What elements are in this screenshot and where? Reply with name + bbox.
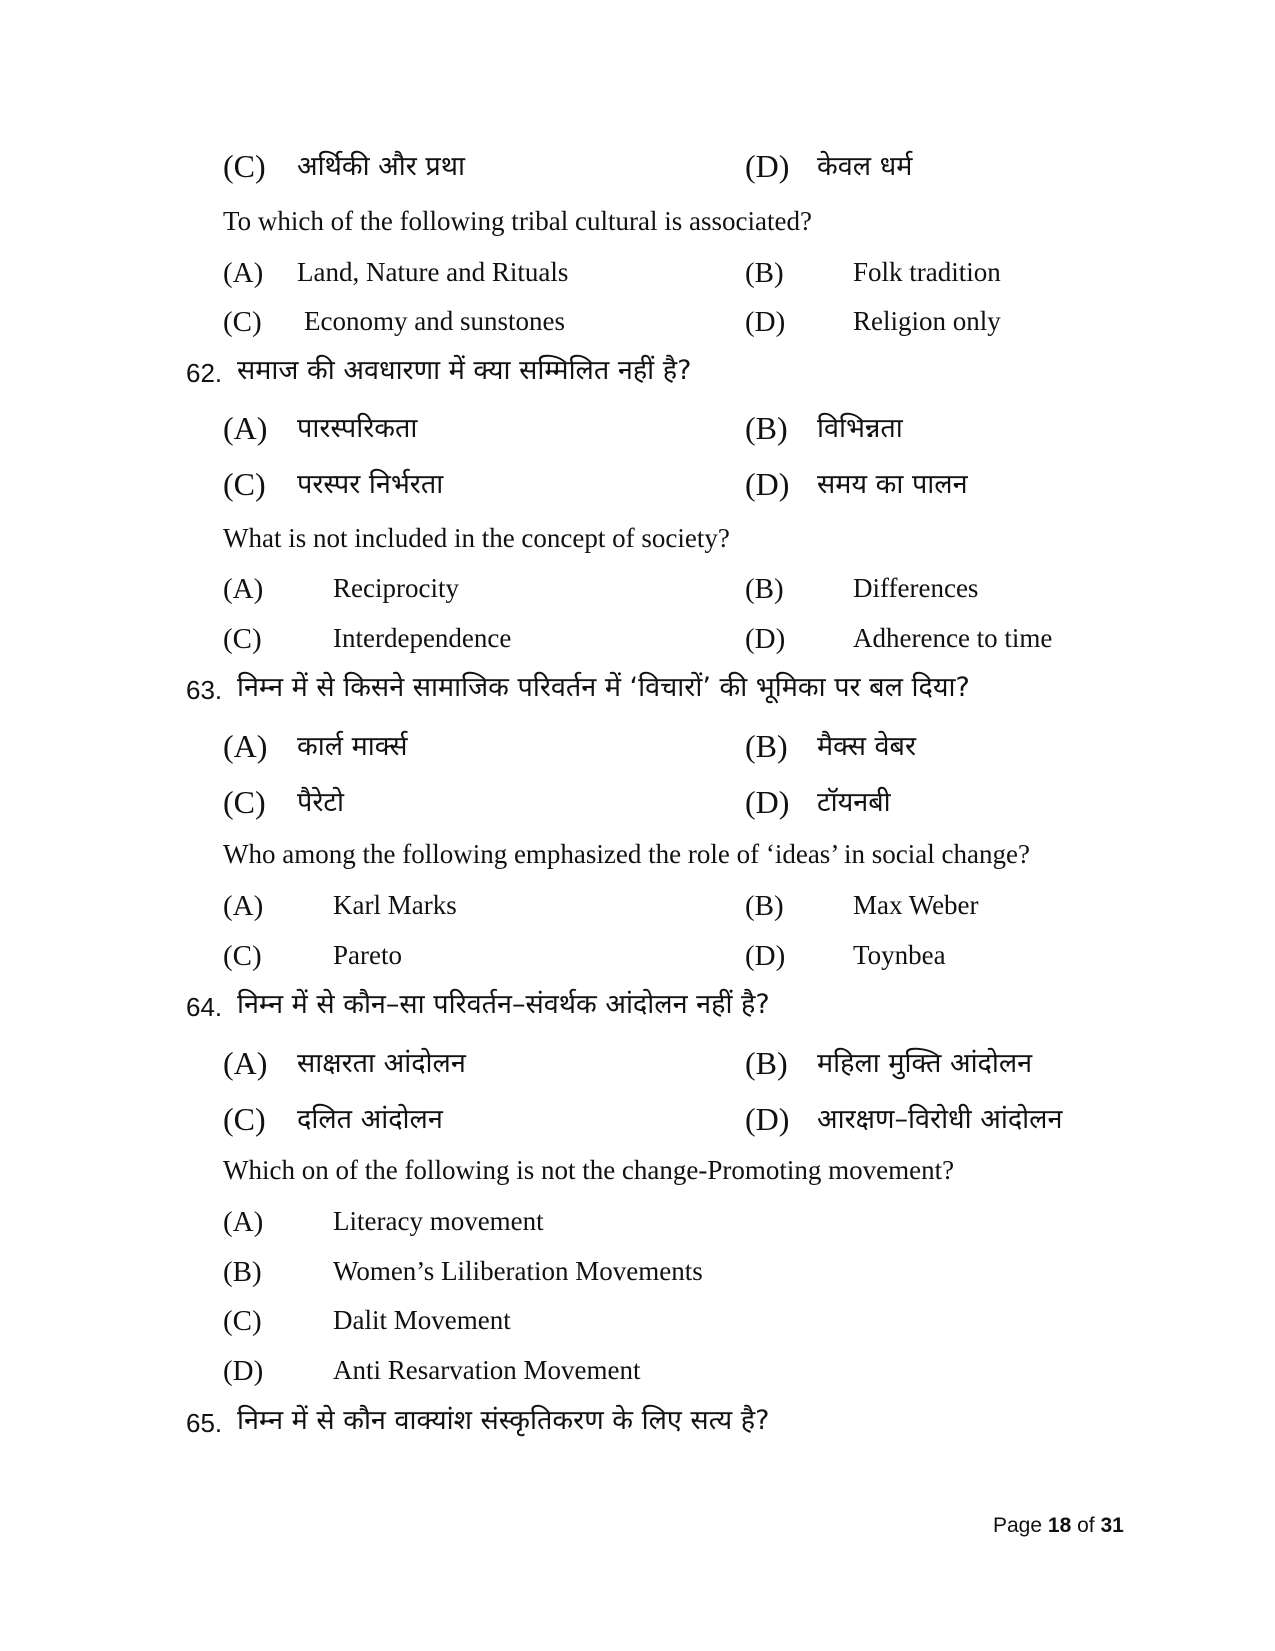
option-text: समय का पालन (817, 469, 968, 500)
question-number: 64. (186, 992, 223, 1022)
page-prefix: Page (993, 1514, 1048, 1537)
question-text-english: What is not included in the concept of society? (223, 523, 730, 553)
option-text: आरक्षण–विरोधी आंदोलन (817, 1104, 1063, 1135)
question-text-english: Which on of the following is not the change-Promoting movement? (223, 1155, 955, 1185)
option-label: (D) (745, 784, 790, 820)
option-text: महिला मुक्ति आंदोलन (817, 1048, 1033, 1079)
option-label: (B) (745, 728, 788, 764)
option-text: कार्ल मार्क्स (297, 731, 408, 762)
question-number: 63. (186, 675, 223, 705)
page-separator: of (1071, 1514, 1101, 1537)
option-text: केवल धर्म (817, 151, 913, 182)
option-label: (D) (745, 148, 790, 184)
option-label: (A) (223, 1045, 268, 1081)
option-text: मैक्स वेबर (817, 731, 917, 762)
option-text: टॉयनबी (817, 787, 891, 818)
option-text: Max Weber (853, 890, 979, 920)
option-label: (C) (223, 940, 262, 972)
option-label: (C) (223, 1101, 266, 1137)
option-label: (C) (223, 623, 262, 655)
question-text-hindi: निम्न में से किसने सामाजिक परिवर्तन में ‘विचारों’ की भूमिका पर बल दिया? (237, 672, 970, 703)
option-text: Literacy movement (333, 1206, 544, 1236)
option-label: (A) (223, 1206, 264, 1238)
option-text: Religion only (853, 306, 1001, 336)
option-label: (B) (745, 890, 784, 922)
question-text-english: Who among the following emphasized the role of ‘ideas’ in social change? (223, 839, 1030, 869)
option-label: (A) (223, 410, 268, 446)
question-number: 65. (186, 1408, 223, 1438)
option-label: (B) (745, 257, 784, 289)
option-text: Anti Resarvation Movement (333, 1355, 641, 1385)
option-text: Adherence to time (853, 623, 1053, 653)
option-label: (A) (223, 890, 264, 922)
question-number: 62. (186, 358, 223, 388)
option-text: Folk tradition (853, 257, 1001, 287)
option-label: (B) (745, 410, 788, 446)
option-label: (C) (223, 306, 262, 338)
option-label: (B) (745, 1045, 788, 1081)
option-text: Reciprocity (333, 573, 459, 603)
option-text: पारस्परिकता (297, 413, 418, 444)
option-label: (A) (223, 257, 264, 289)
option-label: (C) (223, 784, 266, 820)
option-label: (C) (223, 1305, 262, 1337)
option-text: विभिन्नता (817, 413, 903, 444)
option-label: (D) (745, 1101, 790, 1137)
question-text-english: To which of the following tribal cultural is associated? (223, 206, 812, 236)
option-text: परस्पर निर्भरता (297, 469, 444, 500)
question-text-hindi: समाज की अवधारणा में क्या सम्मिलित नहीं है? (237, 355, 692, 386)
option-label: (A) (223, 573, 264, 605)
option-text: Toynbea (853, 940, 946, 970)
option-text: पैरेटो (297, 787, 344, 818)
option-label: (C) (223, 148, 266, 184)
option-text: अर्थिकी और प्रथा (297, 151, 466, 182)
option-text: Economy and sunstones (304, 306, 565, 336)
current-page: 18 (1047, 1514, 1072, 1537)
page-number (993, 1514, 1124, 1538)
option-text: Land, Nature and Rituals (297, 257, 569, 287)
option-text: Differences (853, 573, 979, 603)
option-label: (B) (223, 1256, 262, 1288)
option-label: (B) (745, 573, 784, 605)
option-text: Interdependence (333, 623, 512, 653)
option-label: (D) (745, 306, 786, 338)
question-text-hindi: निम्न में से कौन–सा परिवर्तन–संवर्थक आंदोलन नहीं है? (237, 989, 770, 1020)
question-text-hindi: निम्न में से कौन वाक्यांश संस्कृतिकरण के लिए सत्य है? (237, 1405, 770, 1436)
option-label: (D) (745, 466, 790, 502)
option-label: (D) (745, 623, 786, 655)
total-pages: 31 (1100, 1514, 1124, 1537)
option-label: (A) (223, 728, 268, 764)
option-label: (D) (745, 940, 786, 972)
option-text: Women’s Liliberation Movements (333, 1256, 703, 1286)
option-text: Pareto (333, 940, 402, 970)
option-label: (C) (223, 466, 266, 502)
option-text: Dalit Movement (333, 1305, 511, 1335)
option-text: दलित आंदोलन (297, 1104, 443, 1135)
option-label: (D) (223, 1355, 264, 1387)
option-text: साक्षरता आंदोलन (297, 1048, 466, 1079)
option-text: Karl Marks (333, 890, 457, 920)
